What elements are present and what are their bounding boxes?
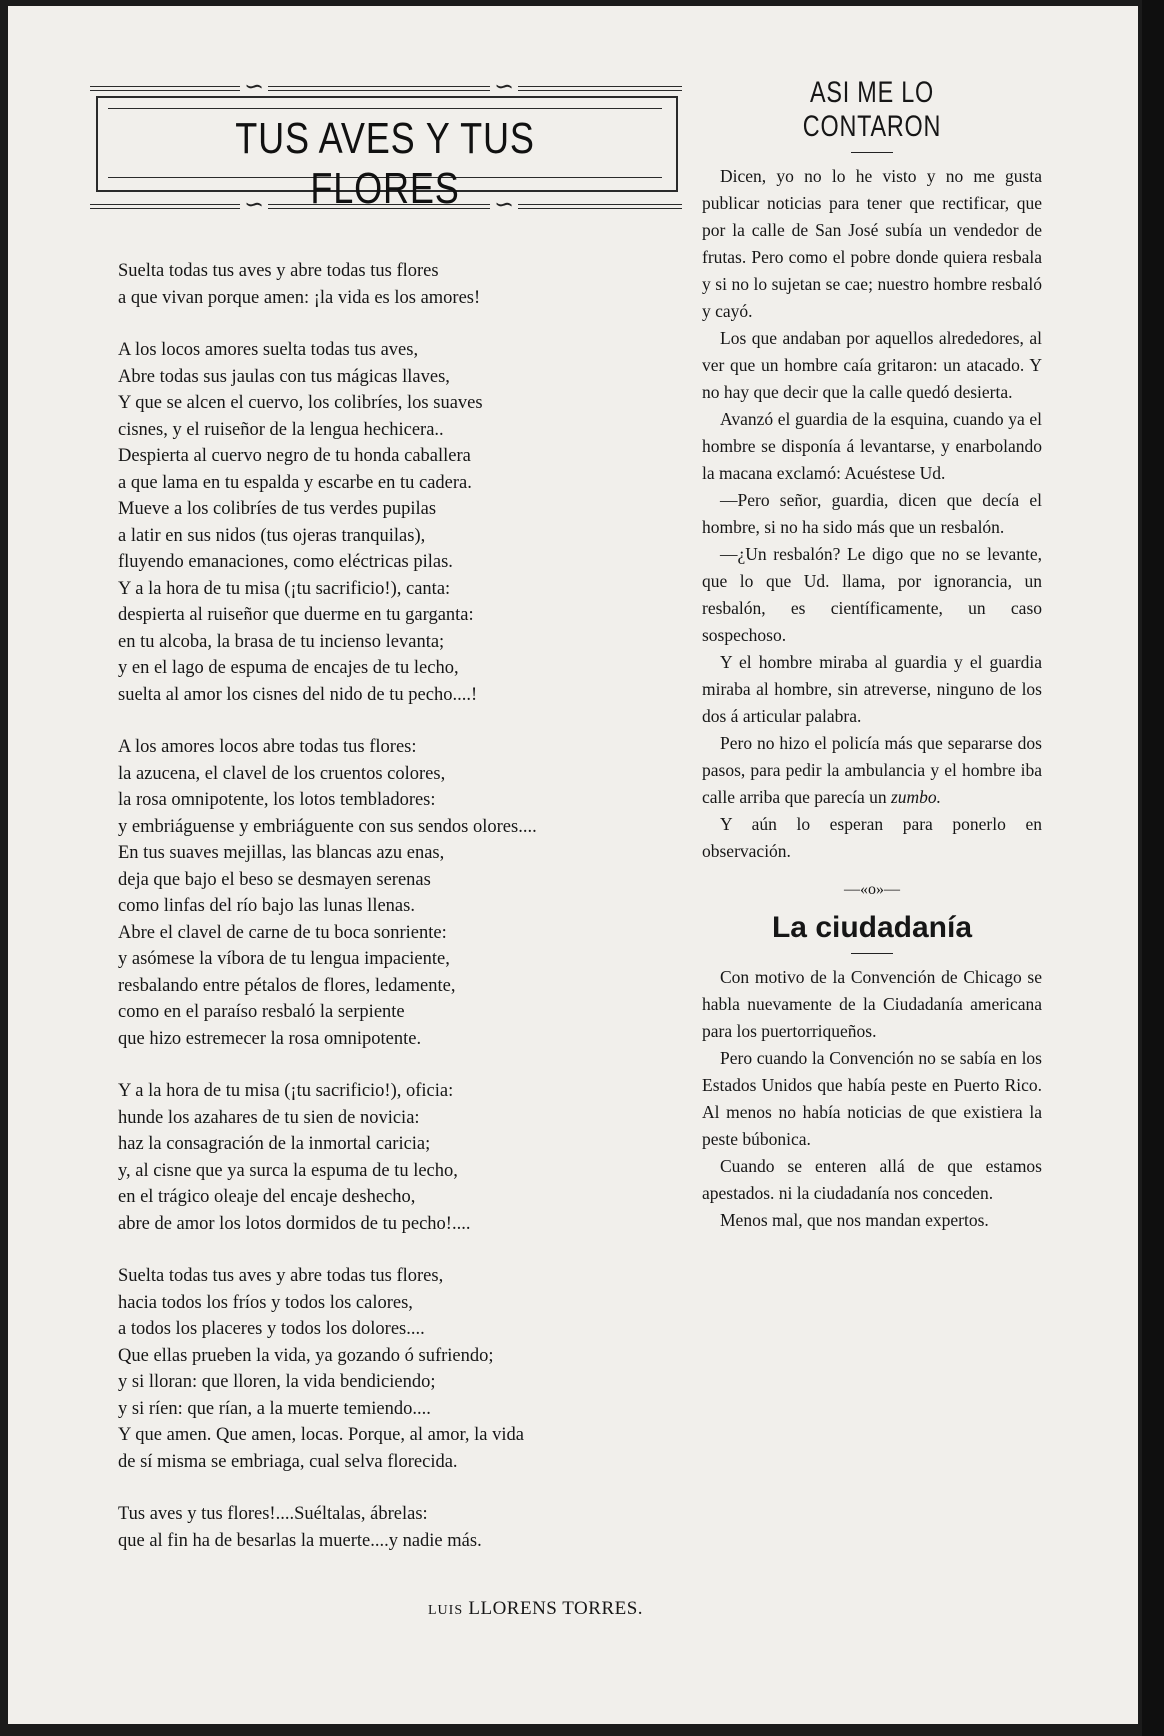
poem-line: y, al cisne que ya surca la espuma de tu lecho, bbox=[118, 1160, 458, 1181]
poem-title: TUS AVES Y TUS FLORES bbox=[235, 114, 535, 213]
italic-word: zumbo. bbox=[890, 787, 942, 807]
paragraph: —Pero señor, guardia, dicen que decía el hombre, si no ha sido más que un resbalón. bbox=[702, 490, 1042, 537]
poem-line: como en el paraíso resbaló la serpiente bbox=[118, 1002, 405, 1022]
poem-line: Abre el clavel de carne de tu boca sonriente: bbox=[118, 922, 447, 943]
poem-line: y en el lago de espuma de encajes de tu lecho, bbox=[118, 658, 459, 678]
poem-signature bbox=[428, 1598, 643, 1620]
paragraph bbox=[702, 730, 1042, 811]
paragraph: Pero cuando la Convención no se sabía en los Estados Unidos que había peste en Puerto Rico. Al menos no había noticias de que existiera la peste búbonica. bbox=[702, 1048, 1042, 1149]
paragraph: Cuando se enteren allá de que estamos apestados. ni la ciudadanía nos conceden. bbox=[702, 1156, 1042, 1203]
bottom-rule-2 bbox=[90, 208, 682, 209]
poem-line: que al fin ha de besarlas la muerte....y nadie más. bbox=[118, 1530, 482, 1551]
poem-line: como linfas del río bajo las lunas llenas. bbox=[118, 896, 415, 916]
poem-line: Suelta todas tus aves y abre todas tus flores bbox=[118, 261, 439, 281]
ornament-top-right: ∽ bbox=[490, 74, 518, 98]
poem-line: en el trágico oleaje del encaje deshecho, bbox=[118, 1187, 416, 1207]
poem-line: Y a la hora de tu misa (¡tu sacrificio!), oficia: bbox=[118, 1081, 454, 1101]
bottom-rule bbox=[90, 204, 682, 205]
poem-line: que hizo estremecer la rosa omnipotente. bbox=[118, 1028, 422, 1049]
poem-line: a que vivan porque amen: ¡la vida es los amores! bbox=[118, 287, 481, 308]
paragraph-text: Pero no hizo el policía más que separarse dos pasos, para pedir la ambulancia y el hombre iba calle arriba que parecía un bbox=[702, 733, 1042, 807]
poem-line: Y que se alcen el cuervo, los colibríes, los suaves bbox=[118, 393, 483, 413]
poem-line: En tus suaves mejillas, las blancas azu enas, bbox=[118, 843, 445, 863]
poem-line: Y a la hora de tu misa (¡tu sacrificio!), canta: bbox=[118, 578, 451, 599]
poem-stanza bbox=[118, 1263, 718, 1475]
poem-line: la rosa omnipotente, los lotos tembladores: bbox=[118, 790, 436, 810]
page-edge-shadow bbox=[1142, 0, 1164, 1736]
poem-line: y si lloran: que lloren, la vida bendiciendo; bbox=[118, 1372, 436, 1392]
ornament-top-left: ∽ bbox=[240, 74, 268, 98]
poem-line: en tu alcoba, la brasa de tu incienso levanta; bbox=[118, 631, 445, 652]
title-rule bbox=[851, 152, 893, 153]
ornament-bottom-left: ∽ bbox=[240, 192, 268, 216]
ornament-bottom-right: ∽ bbox=[490, 192, 518, 216]
poem-line: de sí misma se embriaga, cual selva florecida. bbox=[118, 1451, 458, 1472]
poem-line: a todos los placeres y todos los dolores.... bbox=[118, 1319, 425, 1339]
top-rule bbox=[90, 86, 682, 87]
poem-line: a latir en sus nidos (tus ojeras tranquilas), bbox=[118, 525, 426, 546]
article-title: ASI ME LO CONTARON bbox=[802, 76, 942, 143]
poem-line: haz la consagración de la inmortal caricia; bbox=[118, 1134, 431, 1154]
poem-line: hacia todos los fríos y todos los calores, bbox=[118, 1292, 413, 1313]
top-rule-2 bbox=[90, 90, 682, 91]
paragraph: —¿Un resbalón? Le digo que no se levante, que lo que Ud. llama, por ignorancia, un resbalón, es científicamente, un caso sospechoso. bbox=[702, 544, 1042, 645]
poem-line: despierta al ruiseñor que duerme en tu garganta: bbox=[118, 605, 474, 625]
poem-line: y embriáguense y embriáguente con sus sendos olores.... bbox=[118, 816, 537, 837]
poem-body bbox=[118, 258, 718, 1554]
poem-line: A los locos amores suelta todas tus aves, bbox=[118, 340, 419, 360]
poem-line: y si ríen: que rían, a la muerte temiendo.... bbox=[118, 1398, 431, 1419]
poem-stanza bbox=[118, 734, 718, 1052]
poem-line: A los amores locos abre todas tus flores: bbox=[118, 737, 417, 757]
poem-line: fluyendo emanaciones, como eléctricas pilas. bbox=[118, 552, 453, 572]
poem-line: hunde los azahares de tu sien de novicia: bbox=[118, 1107, 420, 1128]
poem-line: deja que bajo el beso se desmayen serenas bbox=[118, 869, 431, 890]
poem-stanza bbox=[118, 1078, 718, 1237]
poem-line: abre de amor los lotos dormidos de tu pecho!.... bbox=[118, 1213, 471, 1234]
poem-line: Tus aves y tus flores!....Suéltalas, ábrelas: bbox=[118, 1504, 428, 1524]
poem-line: resbalando entre pétalos de flores, ledamente, bbox=[118, 975, 456, 996]
article-asi-me-lo-contaron bbox=[702, 76, 1042, 1234]
newspaper-page bbox=[8, 6, 1138, 1724]
poem-title-frame bbox=[90, 72, 682, 224]
paragraph: Menos mal, que nos mandan expertos. bbox=[720, 1210, 989, 1230]
poem-line: Que ellas prueben la vida, ya gozando ó sufriendo; bbox=[118, 1345, 494, 1366]
section-separator: —«o»— bbox=[844, 881, 900, 898]
paragraph: Los que andaban por aquellos alrededores, al ver que un hombre caía gritaron: un atacado. Y no hay que decir que la calle quedó desierta. bbox=[702, 328, 1042, 402]
poem-line: Y que amen. Que amen, locas. Porque, al amor, la vida bbox=[118, 1425, 524, 1445]
poem-line: suelta al amor los cisnes del nido de tu pecho....! bbox=[118, 684, 478, 705]
paragraph: Y el hombre miraba al guardia y el guardia miraba al hombre, sin atreverse, ninguno de los dos á articular palabra. bbox=[702, 652, 1042, 726]
poem-line: y asómese la víbora de tu lengua impaciente, bbox=[118, 949, 450, 969]
poem-line: Abre todas sus jaulas con tus mágicas llaves, bbox=[118, 366, 450, 387]
poem-line: la azucena, el clavel de los cruentos colores, bbox=[118, 763, 446, 784]
poem-stanza bbox=[118, 258, 718, 311]
article-title: La ciudadanía bbox=[771, 911, 973, 944]
signature-first-name: LUIS bbox=[428, 1603, 464, 1618]
signature-last-name: LLORENS TORRES. bbox=[468, 1598, 644, 1619]
paragraph: Y aún lo esperan para ponerlo en observación. bbox=[702, 814, 1042, 861]
poem-line: Despierta al cuervo negro de tu honda caballera bbox=[118, 446, 471, 466]
poem-stanza bbox=[118, 1501, 718, 1554]
paragraph: Avanzó el guardia de la esquina, cuando ya el hombre se disponía á levantarse, y enarbolando la macana exclamó: Acuéstese Ud. bbox=[702, 409, 1042, 483]
paragraph: Dicen, yo no lo he visto y no me gusta publicar noticias para tener que rectificar, que por la calle de San José subía un vendedor de frutas. Pero como el pobre donde quiera resbala y si no lo sujetan se cae; nuestro hombre resbaló y cayó. bbox=[702, 166, 1042, 321]
poem-stanza bbox=[118, 337, 718, 708]
poem-line: cisnes, y el ruiseñor de la lengua hechicera.. bbox=[118, 419, 444, 440]
title-rule bbox=[851, 953, 893, 954]
paragraph: Con motivo de la Convención de Chicago se habla nuevamente de la Ciudadanía americana para los puertorriqueños. bbox=[702, 967, 1042, 1041]
poem-line: Mueve a los colibríes de tus verdes pupilas bbox=[118, 499, 437, 519]
poem-line: a que lama en tu espalda y escarbe en tu cadera. bbox=[118, 472, 472, 493]
poem-line: Suelta todas tus aves y abre todas tus flores, bbox=[118, 1266, 444, 1286]
